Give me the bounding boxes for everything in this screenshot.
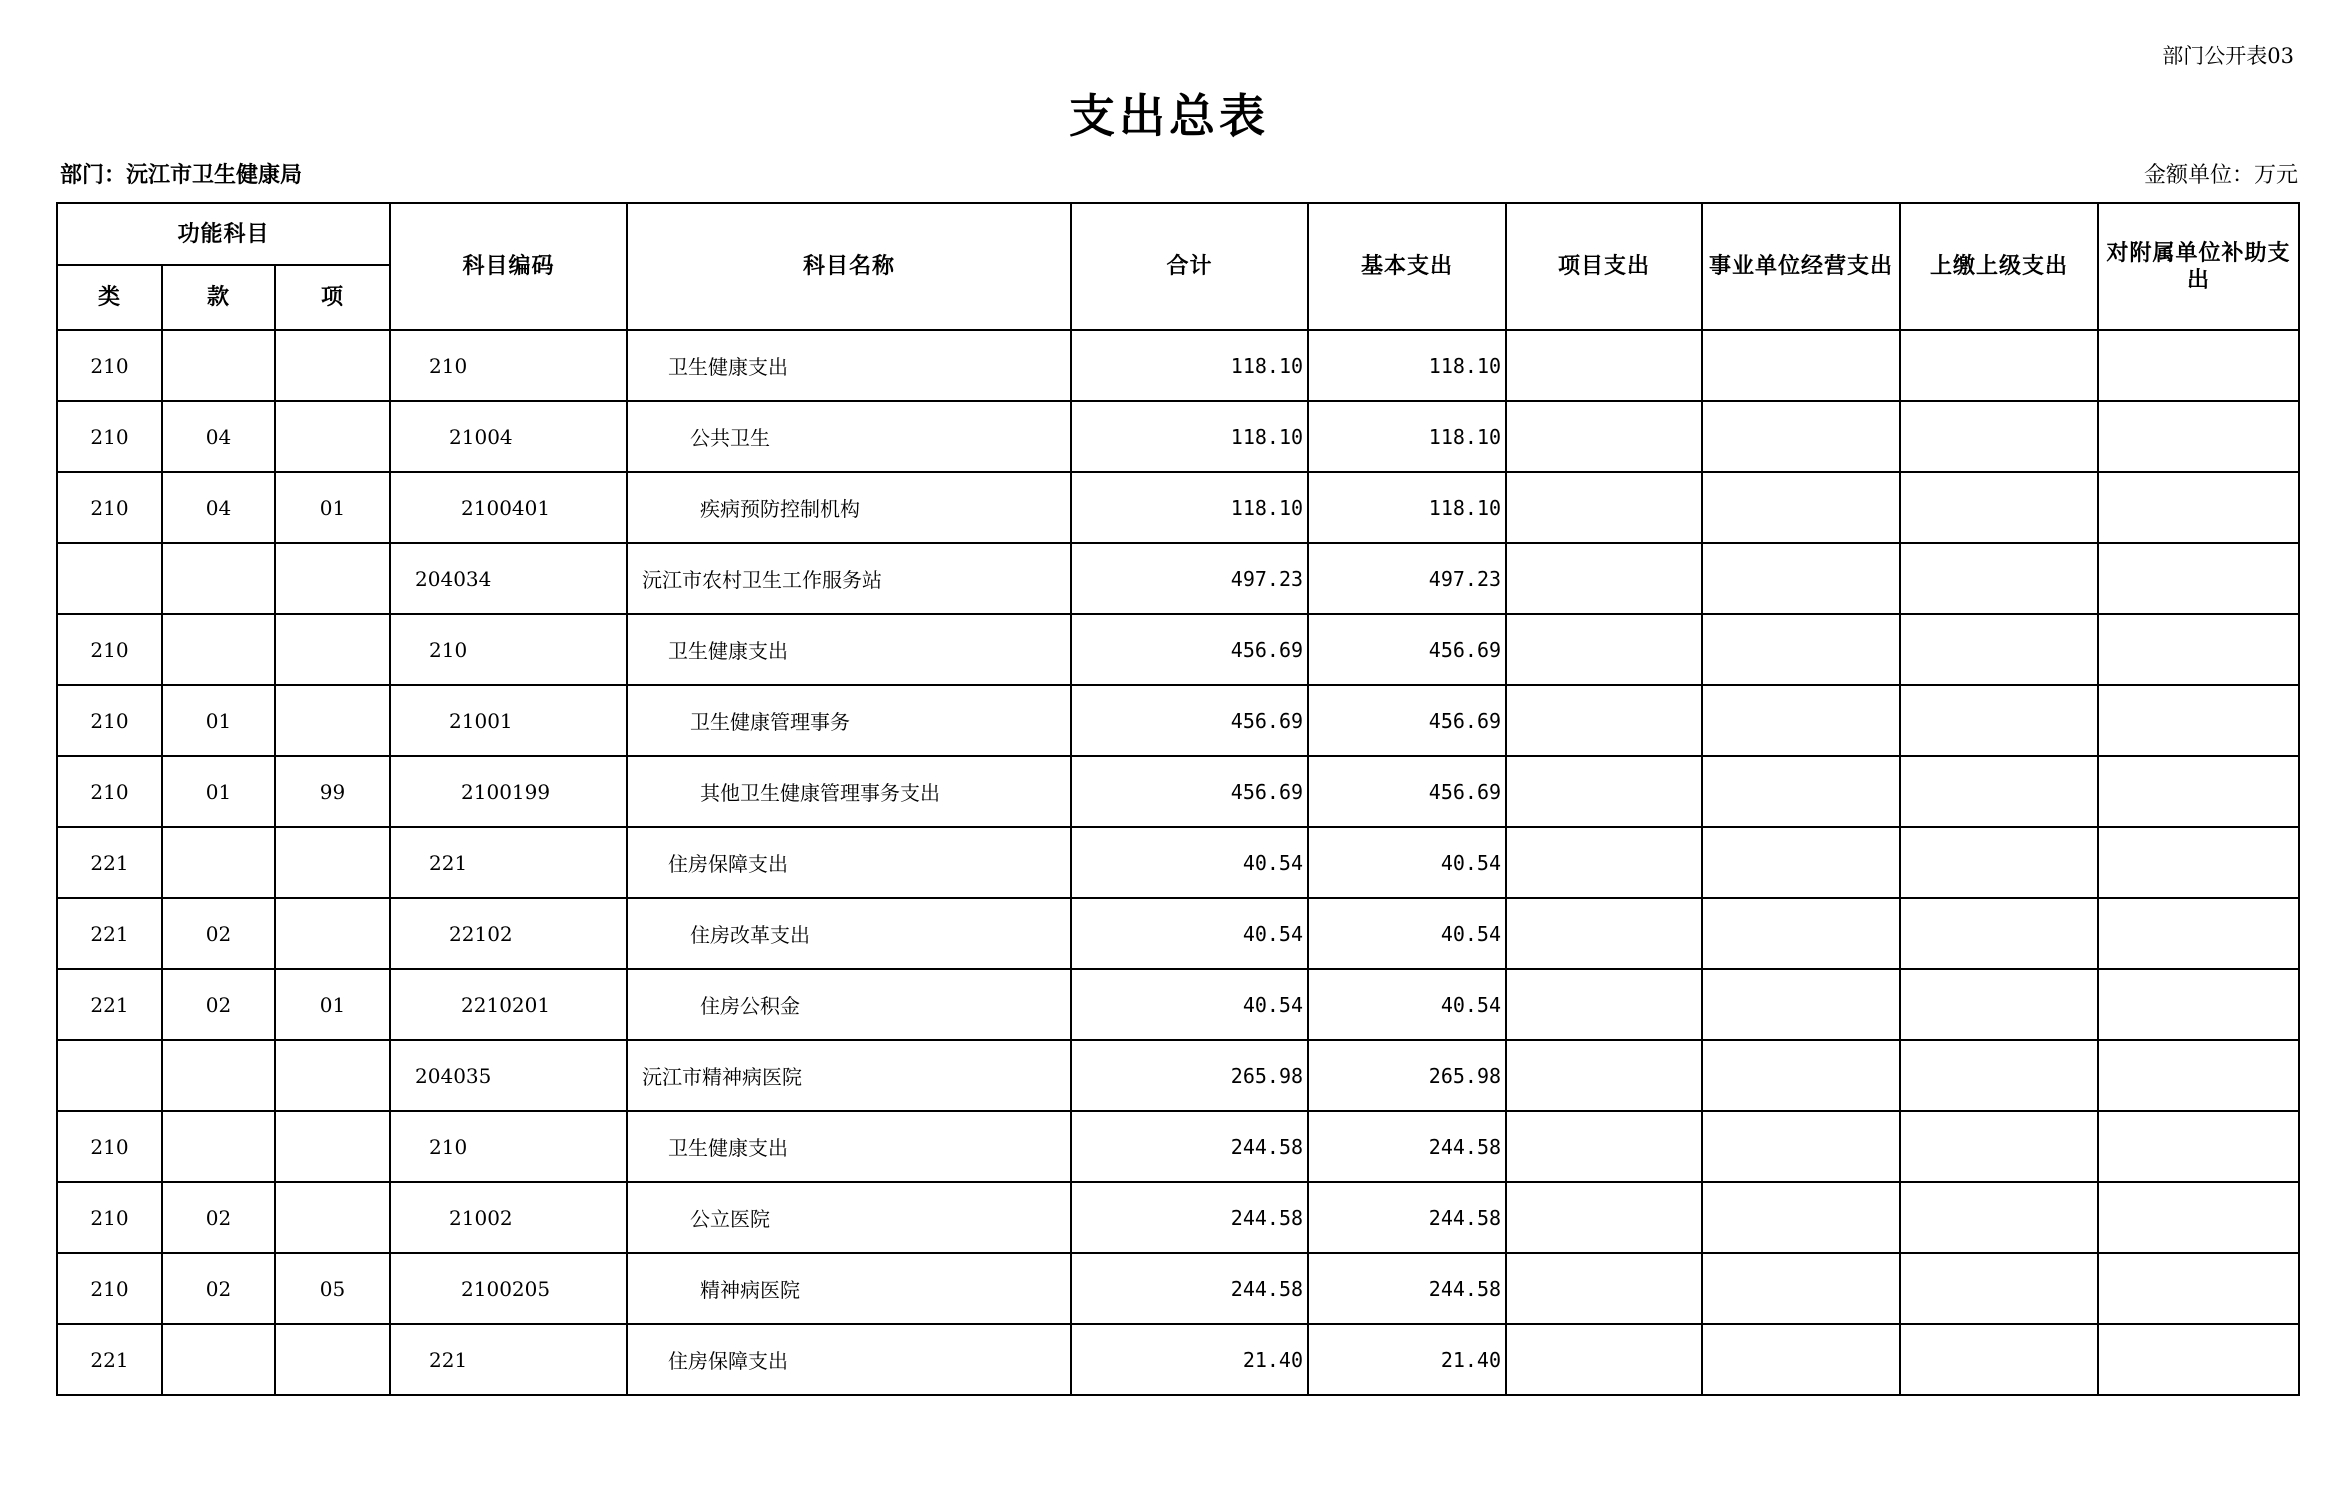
cell-upper: [1900, 898, 2098, 969]
cell-code: 2100401: [390, 472, 627, 543]
table-row: [57, 472, 2299, 543]
header-upper: 上缴上级支出: [1900, 203, 2098, 330]
cell-upper: [1900, 1324, 2098, 1395]
cell-upper: [1900, 685, 2098, 756]
cell-code: 2210201: [390, 969, 627, 1040]
header-name: 科目名称: [627, 203, 1071, 330]
cell-lei: [57, 1040, 162, 1111]
cell-lei: 221: [57, 898, 162, 969]
cell-basic: 265.98: [1308, 1040, 1506, 1111]
cell-subsidy: [2098, 1182, 2299, 1253]
cell-basic: 40.54: [1308, 898, 1506, 969]
cell-lei: 210: [57, 1182, 162, 1253]
cell-xiang: [275, 543, 390, 614]
cell-xiang: [275, 330, 390, 401]
cell-xiang: [275, 614, 390, 685]
cell-subsidy: [2098, 898, 2299, 969]
cell-name: 公共卫生: [627, 401, 1071, 472]
cell-name: 沅江市精神病医院: [627, 1040, 1071, 1111]
cell-basic: 118.10: [1308, 472, 1506, 543]
cell-project: [1506, 543, 1702, 614]
cell-total: 497.23: [1071, 543, 1308, 614]
cell-total: 244.58: [1071, 1111, 1308, 1182]
cell-project: [1506, 969, 1702, 1040]
cell-project: [1506, 756, 1702, 827]
cell-upper: [1900, 330, 2098, 401]
cell-basic: 40.54: [1308, 969, 1506, 1040]
cell-upper: [1900, 1111, 2098, 1182]
cell-upper: [1900, 614, 2098, 685]
table-row: [57, 756, 2299, 827]
cell-xiang: [275, 685, 390, 756]
cell-upper: [1900, 472, 2098, 543]
cell-basic: 244.58: [1308, 1182, 1506, 1253]
amount-unit-label: 金额单位：万元: [2143, 163, 2298, 188]
cell-project: [1506, 1182, 1702, 1253]
cell-lei: 210: [57, 685, 162, 756]
cell-business: [1702, 1111, 1900, 1182]
cell-business: [1702, 756, 1900, 827]
cell-basic: 118.10: [1308, 330, 1506, 401]
cell-subsidy: [2098, 1253, 2299, 1324]
cell-name: 卫生健康支出: [627, 330, 1071, 401]
cell-upper: [1900, 1253, 2098, 1324]
cell-basic: 456.69: [1308, 685, 1506, 756]
cell-project: [1506, 1111, 1702, 1182]
cell-project: [1506, 1253, 1702, 1324]
cell-lei: 221: [57, 969, 162, 1040]
cell-xiang: 01: [275, 969, 390, 1040]
cell-project: [1506, 330, 1702, 401]
cell-xiang: 01: [275, 472, 390, 543]
cell-subsidy: [2098, 1040, 2299, 1111]
cell-subsidy: [2098, 330, 2299, 401]
header-xiang: 项: [275, 265, 390, 330]
cell-subsidy: [2098, 1111, 2299, 1182]
cell-total: 265.98: [1071, 1040, 1308, 1111]
department-label: 部门：沅江市卫生健康局: [60, 163, 303, 188]
table-row: [57, 401, 2299, 472]
cell-business: [1702, 401, 1900, 472]
cell-lei: 210: [57, 1111, 162, 1182]
table-row: [57, 1253, 2299, 1324]
cell-business: [1702, 330, 1900, 401]
cell-subsidy: [2098, 827, 2299, 898]
cell-total: 40.54: [1071, 898, 1308, 969]
page-title: 支出总表: [1069, 89, 1269, 143]
cell-name: 住房保障支出: [627, 827, 1071, 898]
table-row: [57, 1040, 2299, 1111]
cell-business: [1702, 614, 1900, 685]
cell-basic: 118.10: [1308, 401, 1506, 472]
cell-name: 卫生健康管理事务: [627, 685, 1071, 756]
cell-business: [1702, 543, 1900, 614]
cell-project: [1506, 898, 1702, 969]
table-row: [57, 543, 2299, 614]
cell-lei: 210: [57, 330, 162, 401]
cell-business: [1702, 969, 1900, 1040]
cell-kuan: 02: [162, 1182, 275, 1253]
cell-business: [1702, 472, 1900, 543]
cell-business: [1702, 1182, 1900, 1253]
cell-total: 40.54: [1071, 827, 1308, 898]
cell-name: 卫生健康支出: [627, 1111, 1071, 1182]
cell-project: [1506, 401, 1702, 472]
header-total: 合计: [1071, 203, 1308, 330]
cell-upper: [1900, 1040, 2098, 1111]
cell-lei: 210: [57, 1253, 162, 1324]
cell-basic: 497.23: [1308, 543, 1506, 614]
cell-business: [1702, 898, 1900, 969]
cell-kuan: [162, 330, 275, 401]
table-row: [57, 898, 2299, 969]
cell-total: 456.69: [1071, 685, 1308, 756]
cell-kuan: 02: [162, 898, 275, 969]
cell-total: 456.69: [1071, 756, 1308, 827]
header-business: 事业单位经营支出: [1702, 203, 1900, 330]
header-func-group: 功能科目: [57, 203, 390, 265]
cell-kuan: 02: [162, 1253, 275, 1324]
cell-upper: [1900, 401, 2098, 472]
cell-total: 244.58: [1071, 1253, 1308, 1324]
cell-upper: [1900, 827, 2098, 898]
cell-upper: [1900, 969, 2098, 1040]
cell-code: 210: [390, 330, 627, 401]
cell-total: 118.10: [1071, 472, 1308, 543]
cell-kuan: 02: [162, 969, 275, 1040]
header-code: 科目编码: [390, 203, 627, 330]
cell-upper: [1900, 1182, 2098, 1253]
cell-basic: 40.54: [1308, 827, 1506, 898]
cell-total: 40.54: [1071, 969, 1308, 1040]
cell-code: 2100199: [390, 756, 627, 827]
table-row: [57, 685, 2299, 756]
cell-kuan: 01: [162, 756, 275, 827]
cell-lei: 210: [57, 614, 162, 685]
cell-code: 204034: [390, 543, 627, 614]
table-row: [57, 827, 2299, 898]
cell-xiang: 99: [275, 756, 390, 827]
cell-code: 2100205: [390, 1253, 627, 1324]
cell-total: 244.58: [1071, 1182, 1308, 1253]
cell-code: 21001: [390, 685, 627, 756]
cell-xiang: 05: [275, 1253, 390, 1324]
cell-name: 沅江市农村卫生工作服务站: [627, 543, 1071, 614]
cell-total: 118.10: [1071, 330, 1308, 401]
cell-business: [1702, 685, 1900, 756]
cell-basic: 21.40: [1308, 1324, 1506, 1395]
cell-code: 221: [390, 827, 627, 898]
cell-project: [1506, 685, 1702, 756]
table-body: [57, 330, 2299, 1395]
cell-kuan: [162, 1324, 275, 1395]
cell-project: [1506, 1324, 1702, 1395]
cell-lei: 210: [57, 756, 162, 827]
cell-project: [1506, 472, 1702, 543]
cell-subsidy: [2098, 401, 2299, 472]
cell-code: 221: [390, 1324, 627, 1395]
cell-lei: 221: [57, 827, 162, 898]
cell-subsidy: [2098, 685, 2299, 756]
cell-name: 公立医院: [627, 1182, 1071, 1253]
cell-xiang: [275, 1182, 390, 1253]
cell-subsidy: [2098, 756, 2299, 827]
cell-basic: 456.69: [1308, 614, 1506, 685]
cell-total: 456.69: [1071, 614, 1308, 685]
cell-lei: 210: [57, 401, 162, 472]
cell-subsidy: [2098, 1324, 2299, 1395]
cell-name: 其他卫生健康管理事务支出: [627, 756, 1071, 827]
cell-business: [1702, 1040, 1900, 1111]
cell-upper: [1900, 756, 2098, 827]
cell-xiang: [275, 827, 390, 898]
table-row: [57, 1324, 2299, 1395]
cell-total: 118.10: [1071, 401, 1308, 472]
table-row: [57, 969, 2299, 1040]
cell-kuan: 04: [162, 401, 275, 472]
cell-basic: 244.58: [1308, 1111, 1506, 1182]
cell-subsidy: [2098, 969, 2299, 1040]
expenditure-table: [56, 202, 2300, 1396]
cell-code: 210: [390, 1111, 627, 1182]
cell-lei: 210: [57, 472, 162, 543]
cell-kuan: [162, 827, 275, 898]
cell-project: [1506, 1040, 1702, 1111]
cell-name: 精神病医院: [627, 1253, 1071, 1324]
cell-code: 21004: [390, 401, 627, 472]
cell-basic: 456.69: [1308, 756, 1506, 827]
cell-xiang: [275, 401, 390, 472]
cell-business: [1702, 1324, 1900, 1395]
cell-code: 204035: [390, 1040, 627, 1111]
cell-kuan: 01: [162, 685, 275, 756]
cell-code: 22102: [390, 898, 627, 969]
cell-name: 住房改革支出: [627, 898, 1071, 969]
cell-project: [1506, 614, 1702, 685]
cell-total: 21.40: [1071, 1324, 1308, 1395]
cell-subsidy: [2098, 472, 2299, 543]
cell-xiang: [275, 1324, 390, 1395]
cell-kuan: [162, 1040, 275, 1111]
cell-business: [1702, 1253, 1900, 1324]
table-row: [57, 330, 2299, 401]
cell-kuan: [162, 543, 275, 614]
header-project: 项目支出: [1506, 203, 1702, 330]
cell-upper: [1900, 543, 2098, 614]
cell-kuan: [162, 614, 275, 685]
form-code: 部门公开表03: [2162, 44, 2294, 68]
cell-project: [1506, 827, 1702, 898]
cell-name: 住房保障支出: [627, 1324, 1071, 1395]
cell-subsidy: [2098, 614, 2299, 685]
cell-xiang: [275, 1111, 390, 1182]
table-row: [57, 1182, 2299, 1253]
cell-subsidy: [2098, 543, 2299, 614]
cell-kuan: 04: [162, 472, 275, 543]
header-kuan: 款: [162, 265, 275, 330]
table-row: [57, 614, 2299, 685]
cell-name: 住房公积金: [627, 969, 1071, 1040]
header-subsidy: 对附属单位补助支出: [2098, 203, 2299, 330]
header-lei: 类: [57, 265, 162, 330]
header-basic: 基本支出: [1308, 203, 1506, 330]
cell-code: 210: [390, 614, 627, 685]
table-row: [57, 1111, 2299, 1182]
cell-name: 卫生健康支出: [627, 614, 1071, 685]
cell-name: 疾病预防控制机构: [627, 472, 1071, 543]
cell-lei: [57, 543, 162, 614]
cell-basic: 244.58: [1308, 1253, 1506, 1324]
cell-business: [1702, 827, 1900, 898]
cell-xiang: [275, 1040, 390, 1111]
cell-code: 21002: [390, 1182, 627, 1253]
cell-xiang: [275, 898, 390, 969]
cell-kuan: [162, 1111, 275, 1182]
cell-lei: 221: [57, 1324, 162, 1395]
